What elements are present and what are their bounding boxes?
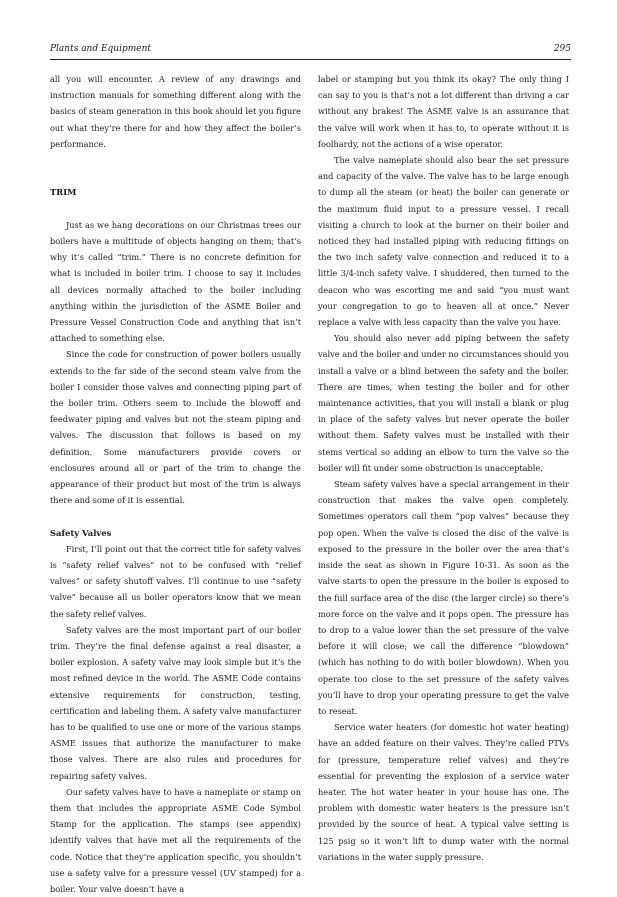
- paragraph: The valve nameplate should also bear the set pressure and capacity of the valve. The valve has to be large enough to dump all the steam (or heat) the boiler can generate or the maximum fluid input to a pressure vessel. I recall visiting a church to look at the burner on their boiler and noticed they had installed piping with reducing fittings on the two inch safety valve connection and reduced it to a little 3/4-inch safety valve. I shuddered, then turned to the deacon who was escorting me and said “you must want your congregation to go to heaven all at once.” Never replace a valve with less capacity than the valve you have.: [318, 155, 569, 328]
- left-column: [50, 71, 301, 897]
- paragraph: Just as we hang decorations on our Christmas trees our boilers have a multitude of objects hanging on them; that’s why it’s called “trim.” There is no concrete definition for what is included in boiler trim. I choose to say it includes all devices normally attached to the boiler including anything within the jurisdiction of the ASME Boiler and Pressure Vessel Construction Code and anything that isn’t attached to something else.: [50, 219, 301, 344]
- running-title: Plants and Equipment: [50, 44, 152, 54]
- paragraph: Service water heaters (for domestic hot water heating) have an added feature on their valves. They’re called PTVs for (pressure, temperature relief valves) and they’re essential for preventing the explosion of a service water heater. The hot water heater in your house has one. The problem with domestic water heaters is the pressure isn’t provided by the source of heat. A typical valve setting is 125 psig so it won’t lift to dump water with the normal variations in the water supply pressure.: [318, 722, 569, 862]
- spacer: [50, 168, 301, 184]
- paragraph: Steam safety valves have a special arrangement in their construction that makes the valve open completely. Sometimes operators call them “pop valves” because they pop open. When the valve is closed the disc of the valve is exposed to the pressure in the boiler over the area that’s inside the seat as shown in Figure 10-31. As soon as the valve starts to open the pressure in the boiler is exposed to the full surface area of the disc (the larger circle) so there’s more force on the valve and it pops open. The pressure has to drop to a value lower than the set pressure of the valve before it will close; we call the difference “blowdown” (which has nothing to do with boiler blowdown). When you operate too close to the set pressure of the safety valves you’ll have to drop your operating pressure to get the valve to reseat.: [318, 479, 569, 716]
- paragraph: Our safety valves have to have a nameplate or stamp on them that includes the appropriate ASME Code Symbol Stamp for the application. The stamps (see appendix) identify valves that have met all the requirements of the code. Notice that they’re application specific, you shouldn’t use a safety valve for a pressure vessel (UV stamped) for a boiler. Your valve doesn’t have a: [50, 786, 301, 895]
- paragraph: Since the code for construction of power boilers usually extends to the far side of the second steam valve from the boiler I consider those valves and connecting piping part of the boiler trim. Others seem to include the blowoff and feedwater piping and valves but not the steam piping and valves. The discussion that follows is based on my definition. Some manufacturers provide covers or enclosures around all or part of the trim to change the appearance of their product but most of the trim is always there and some of it is essential.: [50, 349, 301, 506]
- page-number: 295: [553, 44, 571, 54]
- paragraph: label or stamping but you think its okay? The only thing I can say to you is that’s not a lot different than driving a car without any brakes! The ASME valve is an assurance that the valve will work when it has to, to operate without it is foolhardy, not the actions of a wise operator.: [318, 74, 569, 149]
- header-rule: [50, 59, 571, 60]
- paragraph: You should also never add piping between the safety valve and the boiler and under no circumstances should you install a valve or a blind between the safety and the boiler. There are times, when testing the boiler and for other maintenance activities, that you will install a blank or plug in place of the safety valves but never operate the boiler without them. Safety valves must be installed with their stems vertical so adding an elbow to turn the valve so the boiler will fit under some obstruction is unacceptable.: [318, 333, 569, 473]
- right-column: [318, 71, 569, 865]
- paragraph: Safety valves are the most important part of our boiler trim. They’re the final defense against a real disaster, a boiler explosion. A safety valve may look simple but it’s the most refined device in the world. The ASME Code contains extensive requirements for construction, testing, certification and labeling them. A safety valve manufacturer has to be qualified to use one or more of the various stamps ASME issues that authorize the manufacturer to make those valves. There are also rules and procedures for repairing safety valves.: [50, 624, 301, 781]
- paragraph: all you will encounter. A review of any drawings and instruction manuals for something different along with the basics of steam generation in this book should let you figure out what they’re there for and how they affect the boiler’s performance.: [50, 74, 301, 149]
- paragraph: First, I’ll point out that the correct title for safety valves is “safety relief valves” not to be confused with “relief valves” or safety shutoff valves. I’ll continue to use “safety valve” because all us boiler operators know that we mean the safety relief valves.: [50, 543, 301, 619]
- section-heading-trim: TRIM: [50, 187, 77, 198]
- section-heading-safety-valves: Safety Valves: [50, 527, 112, 538]
- spacer: [50, 508, 301, 524]
- spacer: [50, 201, 301, 217]
- spacer: [50, 152, 301, 168]
